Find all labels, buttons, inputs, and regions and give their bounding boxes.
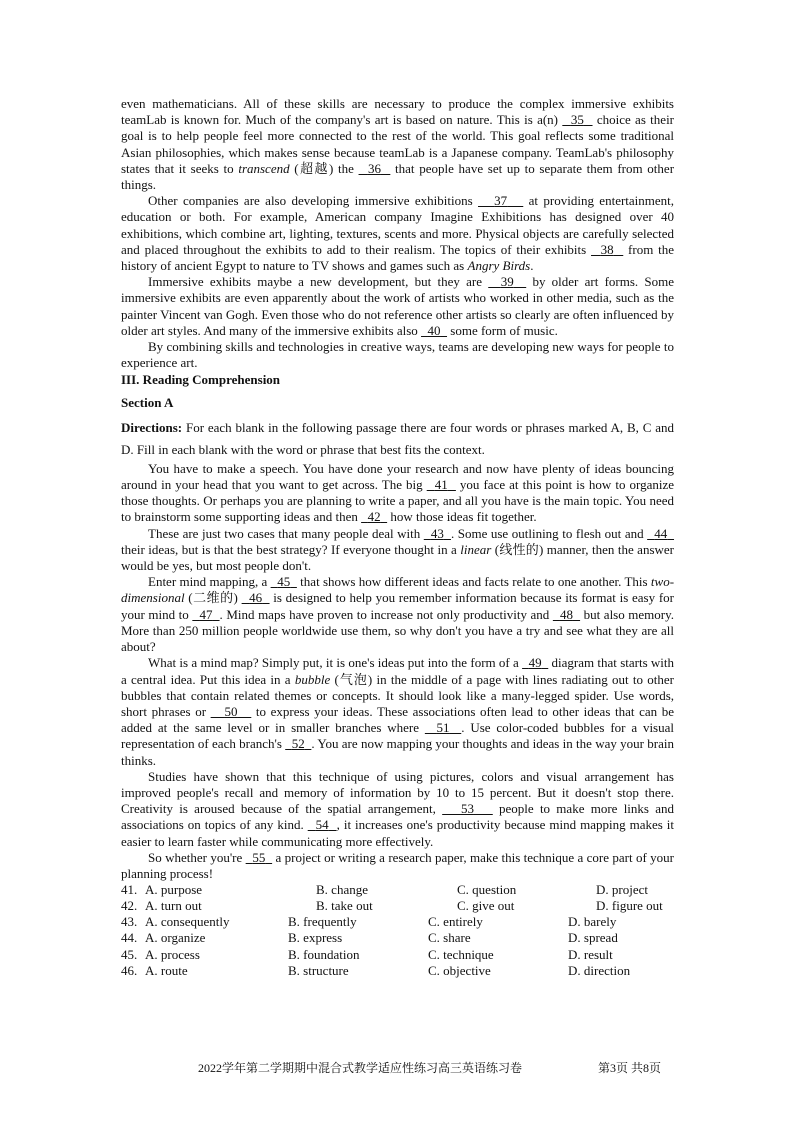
option-c: C. technique — [428, 946, 494, 962]
blank-48: 48 — [559, 606, 573, 622]
option-row: 42. A. turn out B. take out C. give out D. figure out — [121, 898, 663, 914]
passage-paragraph-4: What is a mind map? Simply put, it is one's ideas put into the form of a 49 diagram that starts with a central idea. Put this idea in a bubble (气泡) in the middle of a page with lines radiating out to other bubbles that contain related themes or concepts. It should look like a many-legged spider. Use words, short phrases or 50 to express your ideas. These associations often lead to other ideas that can be added at the same level or in smaller branches where 51 . Use color-coded bubbles for a visual representation of each branch's 52 . You are now mapping your thoughts and ideas in the way your brain thinks. — [121, 655, 675, 768]
passage-paragraph-2: These are just two cases that many people deal with 43 . Some use outlining to flesh out and 44 their ideas, but is that the best strategy? If everyone thought in a linear (线性的) manner, then the answer would be yes, but most people don't. — [121, 525, 674, 574]
answer-options — [121, 882, 674, 979]
option-a: A. consequently — [145, 914, 230, 930]
option-d: D. spread — [568, 930, 618, 946]
passage-paragraph-6: So whether you're 55 a project or writing a research paper, make this technique a core part of your planning process! — [121, 849, 674, 881]
blank-41: 41 — [434, 477, 448, 493]
option-d: D. barely — [568, 914, 617, 930]
blank-37: 37 — [494, 193, 508, 209]
section-a-heading: Section A — [121, 394, 174, 410]
option-b: B. foundation — [288, 946, 360, 962]
blank-54: 54 — [315, 817, 329, 833]
option-a: A. route — [145, 962, 188, 978]
blank-43: 43 — [430, 525, 444, 541]
option-d: D. direction — [568, 962, 631, 978]
option-a: A. process — [145, 946, 200, 962]
blank-53: 53 — [460, 801, 474, 817]
option-row: 41. A. purpose B. change C. question D. project — [121, 882, 648, 898]
page-footer — [198, 1059, 678, 1076]
option-d: D. project — [596, 882, 648, 898]
cloze-paragraph-4: By combining skills and technologies in creative ways, teams are developing new ways for people to experience art. — [121, 339, 674, 371]
blank-39: 39 — [500, 274, 514, 290]
option-c: C. question — [457, 882, 517, 898]
option-row: 46. A. route B. structure C. objective D. direction — [121, 962, 631, 978]
option-a: A. organize — [145, 930, 206, 946]
passage-paragraph-5: Studies have shown that this technique of using pictures, colors and visual arrangement has improved people's recall and memory of information by 10 to 15 percent. But it doesn't stop there. Creativity is aroused because of the spatial arrangement, 53 people to make more links and associations on topics of any kind. 54 , it increases one's productivity because mind mapping makes it easier to learn faster while communicating more effectively. — [121, 768, 675, 849]
directions-label: Directions: — [121, 419, 183, 435]
footer-page-number: 第3页 共8页 — [598, 1061, 662, 1075]
cloze-paragraph-2: Other companies are also developing immersive exhibitions 37 at providing entertainment, education or both. For example, American company Imagine Exhibitions has designed over 40 exhibitions, which combine art, lighting, textures, scents and more. Physical objects are carefully selected and placed throughout the exhibits to add to their realism. The topics of their exhibits 38 from the history of ancient Egypt to nature to TV shows and games such as Angry Birds. — [121, 193, 675, 274]
directions: Directions: For each blank in the following passage there are four words or phrases marked A, B, C and D. Fill in each blank with the word or phrase that best fits the context. — [121, 419, 674, 457]
blank-35: 35 — [570, 112, 584, 128]
passage-paragraph-3: Enter mind mapping, a 45 that shows how different ideas and facts relate to one another. This two-dimensional (二维的) 46 is designed to help you remember information because its format is easy for your mind to 47 . Mind maps have proven to increase not only productivity and 48 but also memory. More than 250 million people worldwide use them, so why don't you have a try and see what they are all about? — [121, 574, 675, 655]
cloze-paragraph-1: even mathematicians. All of these skills are necessary to produce the complex immersive exhibits teamLab is known for. Much of the company's art is based on nature. This is a(n) 35 choice as their goal is to help people feel more connected to the rest of the world. This goal reflects some traditional Asian philosophies, which makes sense because teamLab is a Japanese company. TeamLab's philosophy states that it seeks to transcend (超越) the 36 that people have set up to separate them from other things. — [121, 96, 675, 193]
passage-paragraph-1: You have to make a speech. You have done your research and now have plenty of ideas bouncing around in your head that you want to get across. The big 41 you face at this point is how to organize those thoughts. Or perhaps you are planning to write a paper, and all you have is the main topic. You need to brainstorm some supporting ideas and then 42 how those ideas fit together. — [121, 460, 675, 525]
blank-40: 40 — [427, 322, 441, 338]
option-c: C. entirely — [428, 914, 483, 930]
blank-45: 45 — [277, 574, 291, 590]
option-c: C. give out — [457, 898, 515, 914]
option-row: 44. A. organize B. express C. share D. spread — [121, 930, 618, 946]
blank-55: 55 — [252, 849, 266, 865]
option-a: A. turn out — [145, 898, 202, 914]
option-c: C. objective — [428, 962, 491, 978]
option-row: 45. A. process B. foundation C. technique D. result — [121, 946, 613, 962]
option-b: B. structure — [288, 962, 349, 978]
option-b: B. change — [316, 882, 368, 898]
blank-52: 52 — [291, 736, 305, 752]
option-row: 43. A. consequently B. frequently C. entirely D. barely — [121, 914, 617, 930]
blank-38: 38 — [600, 241, 614, 257]
blank-47: 47 — [199, 606, 213, 622]
section-heading: III. Reading Comprehension — [121, 372, 281, 388]
cloze-paragraph-3: Immersive exhibits maybe a new development, but they are 39 by older art forms. Some immersive exhibits are even apparently about the work of artists who worked in other media, such as the painter Vincent van Gogh. Even those who do not reference other artists so clearly are often influenced by older art styles. And many of the immersive exhibits also 40 some form of music. — [121, 274, 675, 338]
blank-36: 36 — [367, 160, 381, 176]
option-d: D. result — [568, 946, 613, 962]
option-d: D. figure out — [596, 898, 663, 914]
option-b: B. express — [288, 930, 343, 946]
blank-46: 46 — [249, 590, 263, 606]
option-b: B. frequently — [288, 914, 357, 930]
option-c: C. share — [428, 930, 471, 946]
page-content — [121, 96, 674, 979]
blank-51: 51 — [436, 720, 450, 736]
option-b: B. take out — [316, 898, 373, 914]
blank-49: 49 — [528, 655, 542, 671]
option-a: A. purpose — [145, 882, 203, 898]
blank-42: 42 — [367, 509, 381, 525]
blank-44: 44 — [654, 525, 668, 541]
blank-50: 50 — [224, 703, 238, 719]
footer-title: 2022学年第二学期期中混合式教学适应性练习高三英语练习卷 — [198, 1061, 523, 1075]
